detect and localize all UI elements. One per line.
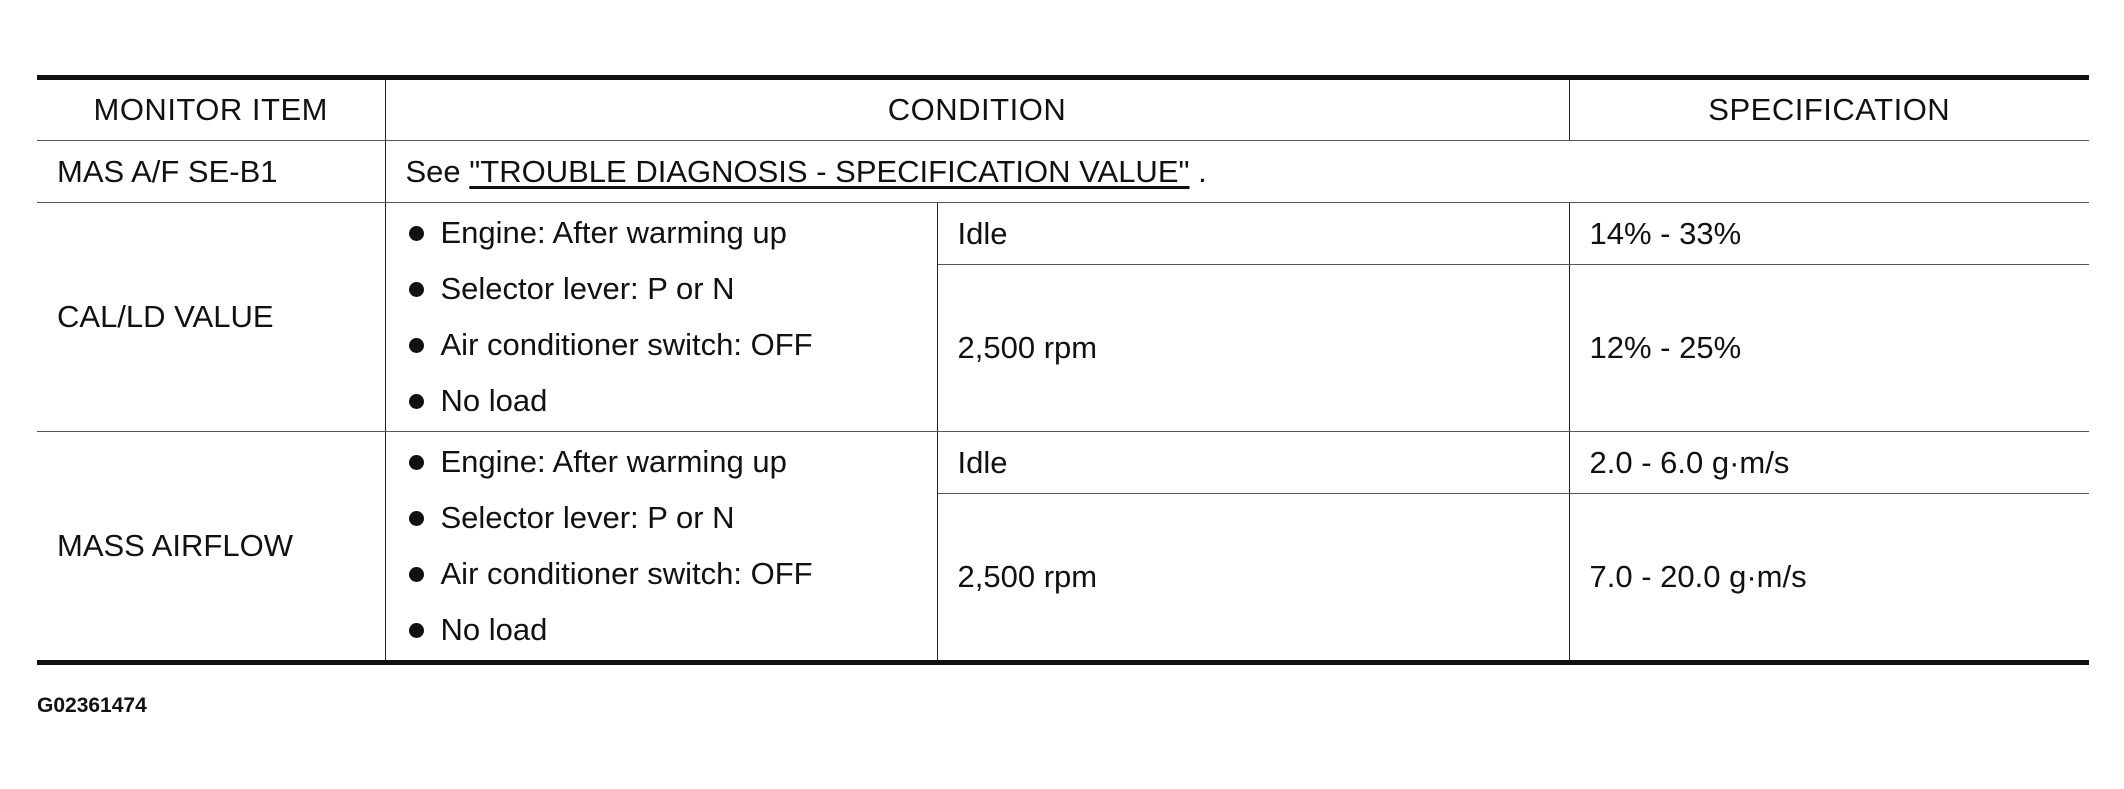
table-row-cal-ld-idle xyxy=(37,203,2089,265)
condition-item: Selector lever: P or N xyxy=(406,490,917,546)
see-prefix: See xyxy=(405,153,461,189)
cal-ld-idle-label: Idle xyxy=(937,203,1569,265)
condition-item: Air conditioner switch: OFF xyxy=(406,317,917,373)
figure-id: G02361474 xyxy=(37,694,147,717)
header-specification: SPECIFICATION xyxy=(1569,78,2089,141)
cal-ld-rpm-label: 2,500 rpm xyxy=(937,265,1569,432)
spec-table xyxy=(37,75,2089,665)
table-header xyxy=(37,78,2089,141)
see-suffix: . xyxy=(1198,153,1207,189)
condition-list-cal-ld xyxy=(385,203,937,432)
see-reference-cell xyxy=(385,141,2089,203)
mass-airflow-idle-label: Idle xyxy=(937,432,1569,494)
condition-list-mass-airflow xyxy=(385,432,937,663)
header-condition: CONDITION xyxy=(385,78,1569,141)
condition-item: Engine: After warming up xyxy=(406,434,917,490)
header-row xyxy=(37,78,2089,141)
monitor-item-cal-ld: CAL/LD VALUE xyxy=(37,203,385,432)
monitor-item-mass-airflow: MASS AIRFLOW xyxy=(37,432,385,663)
table-row-mas-af xyxy=(37,141,2089,203)
condition-item: Selector lever: P or N xyxy=(406,261,917,317)
cal-ld-idle-spec: 14% - 33% xyxy=(1569,203,2089,265)
condition-item: Air conditioner switch: OFF xyxy=(406,546,917,602)
trouble-diagnosis-link[interactable]: "TROUBLE DIAGNOSIS - SPECIFICATION VALUE" xyxy=(469,153,1190,189)
table-body xyxy=(37,141,2089,663)
condition-item: No load xyxy=(406,602,917,658)
monitor-item-mas-af: MAS A/F SE-B1 xyxy=(37,141,385,203)
mass-airflow-rpm-label: 2,500 rpm xyxy=(937,494,1569,663)
table-row-mass-airflow-idle xyxy=(37,432,2089,494)
condition-item: Engine: After warming up xyxy=(406,205,917,261)
header-monitor-item: MONITOR ITEM xyxy=(37,78,385,141)
mass-airflow-idle-spec: 2.0 - 6.0 g·m/s xyxy=(1569,432,2089,494)
cal-ld-rpm-spec: 12% - 25% xyxy=(1569,265,2089,432)
condition-item: No load xyxy=(406,373,917,429)
mass-airflow-rpm-spec: 7.0 - 20.0 g·m/s xyxy=(1569,494,2089,663)
